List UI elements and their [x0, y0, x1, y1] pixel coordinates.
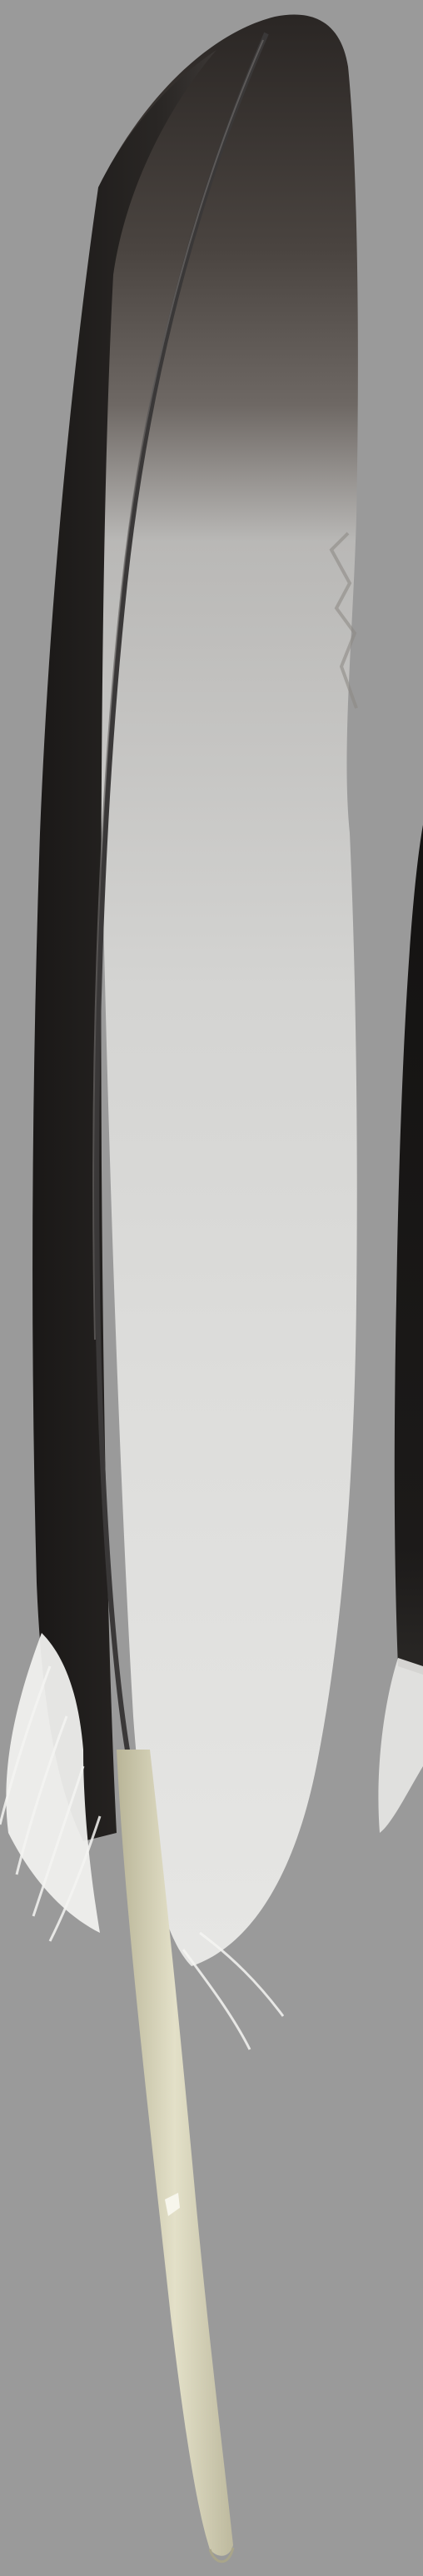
neighbour-feather-edge	[395, 825, 423, 1675]
neighbour-feather-down	[378, 1658, 423, 1833]
feather-inner-vane	[95, 15, 358, 1967]
